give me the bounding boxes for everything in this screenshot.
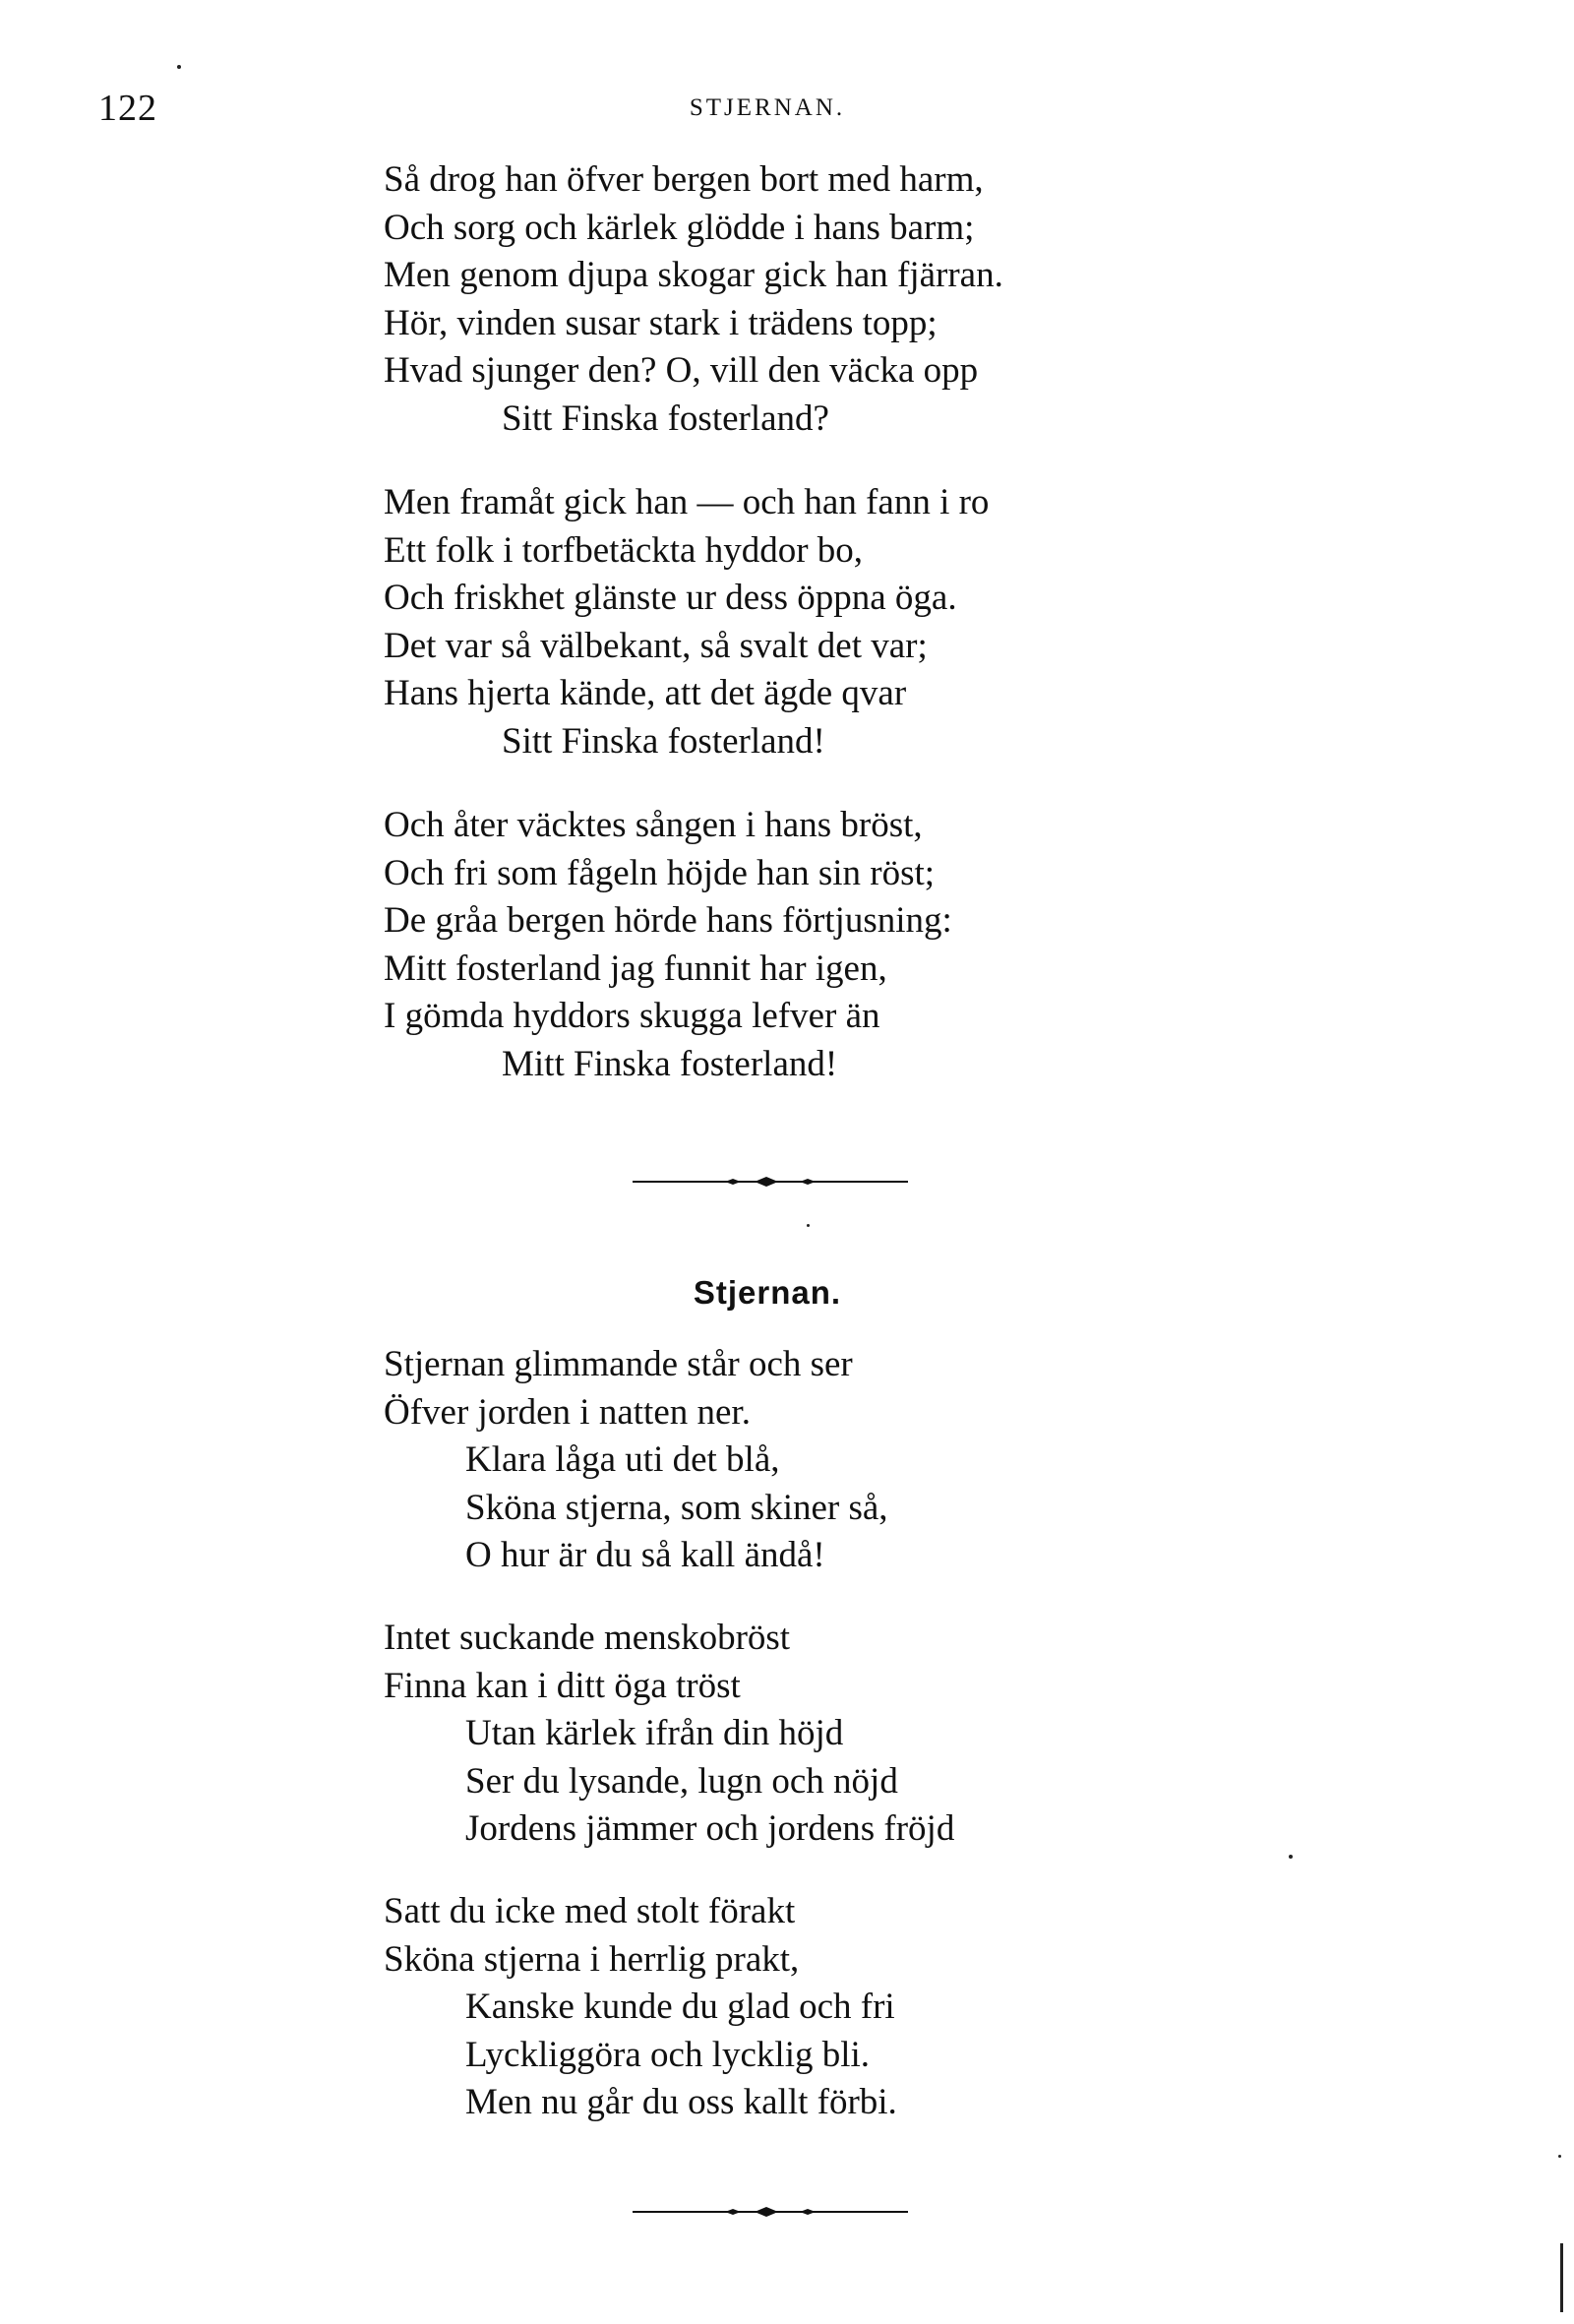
verse-line: Finna kan i ditt öga tröst xyxy=(384,1665,741,1706)
poem-1-stanza-1 xyxy=(384,156,1269,443)
print-speck xyxy=(807,1224,810,1227)
verse-line: I gömda hyddors skugga lefver än xyxy=(384,996,880,1036)
verse-line: Lyckliggöra och lycklig bli. xyxy=(465,2034,871,2075)
ornament-rule-icon xyxy=(633,1174,908,1190)
print-speck xyxy=(177,65,181,69)
poem-1-stanza-3 xyxy=(384,802,1269,1088)
refrain-line: Sitt Finska fosterland! xyxy=(502,720,825,762)
verse-line: Klara låga uti det blå, xyxy=(465,1439,780,1480)
poem-title: Stjernan. xyxy=(693,1274,842,1311)
verse-line: Satt du icke med stolt förakt xyxy=(384,1891,796,1931)
page-edge-mark xyxy=(1560,2243,1563,2312)
print-speck xyxy=(1289,1855,1293,1859)
ornament-rule-icon xyxy=(633,2204,908,2220)
verse-line: Utan kärlek ifrån din höjd xyxy=(465,1713,844,1753)
poem-2-stanza-1 xyxy=(384,1341,1269,1580)
verse-line: Mitt fosterland jag funnit har igen, xyxy=(384,948,887,989)
print-speck xyxy=(1558,2155,1561,2158)
verse-line: Ett folk i torfbetäckta hyddor bo, xyxy=(384,529,864,571)
verse-line: Sköna stjerna, som skiner så, xyxy=(465,1487,888,1528)
verse-line: Öfver jorden i natten ner. xyxy=(384,1391,751,1433)
verse-line: O hur är du så kall ändå! xyxy=(465,1535,825,1575)
verse-line: Och åter väcktes sången i hans bröst, xyxy=(384,805,923,845)
page-number: 122 xyxy=(98,88,157,129)
verse-line: Hvad sjunger den? O, vill den väcka opp xyxy=(384,350,979,391)
verse-line: Och friskhet glänste ur dess öppna öga. xyxy=(384,578,957,618)
verse-line: Men genom djupa skogar gick han fjärran. xyxy=(384,255,1003,295)
verse-line: Hör, vinden susar stark i trädens topp; xyxy=(384,302,938,343)
verse-line: Men nu går du oss kallt förbi. xyxy=(465,2082,897,2122)
verse-line: Så drog han öfver bergen bort med harm, xyxy=(384,159,984,200)
verse-line: Hans hjerta kände, att det ägde qvar xyxy=(384,673,907,713)
verse-line: Intet suckande menskobröst xyxy=(384,1618,791,1658)
running-header: STJERNAN. xyxy=(689,94,846,121)
verse-line: Men framåt gick han — och han fann i ro xyxy=(384,482,990,522)
verse-line: Jordens jämmer och jordens fröjd xyxy=(465,1808,955,1849)
verse-line: Kanske kunde du glad och fri xyxy=(465,1987,895,2027)
poem-2-stanza-3 xyxy=(384,1888,1269,2127)
verse-line: Sköna stjerna i herrlig prakt, xyxy=(384,1938,800,1980)
verse-line: De gråa bergen hörde hans förtjusning: xyxy=(384,900,952,941)
refrain-line: Sitt Finska fosterland? xyxy=(502,398,829,439)
refrain-line: Mitt Finska fosterland! xyxy=(502,1043,838,1084)
verse-line: Och sorg och kärlek glödde i hans barm; xyxy=(384,207,975,248)
verse-line: Ser du lysande, lugn och nöjd xyxy=(465,1760,898,1802)
verse-line: Det var så välbekant, så svalt det var; xyxy=(384,625,928,666)
poem-1-stanza-2 xyxy=(384,479,1269,765)
poem-2-stanza-2 xyxy=(384,1615,1269,1854)
verse-line: Stjernan glimmande står och ser xyxy=(384,1344,853,1384)
verse-line: Och fri som fågeln höjde han sin röst; xyxy=(384,852,936,893)
